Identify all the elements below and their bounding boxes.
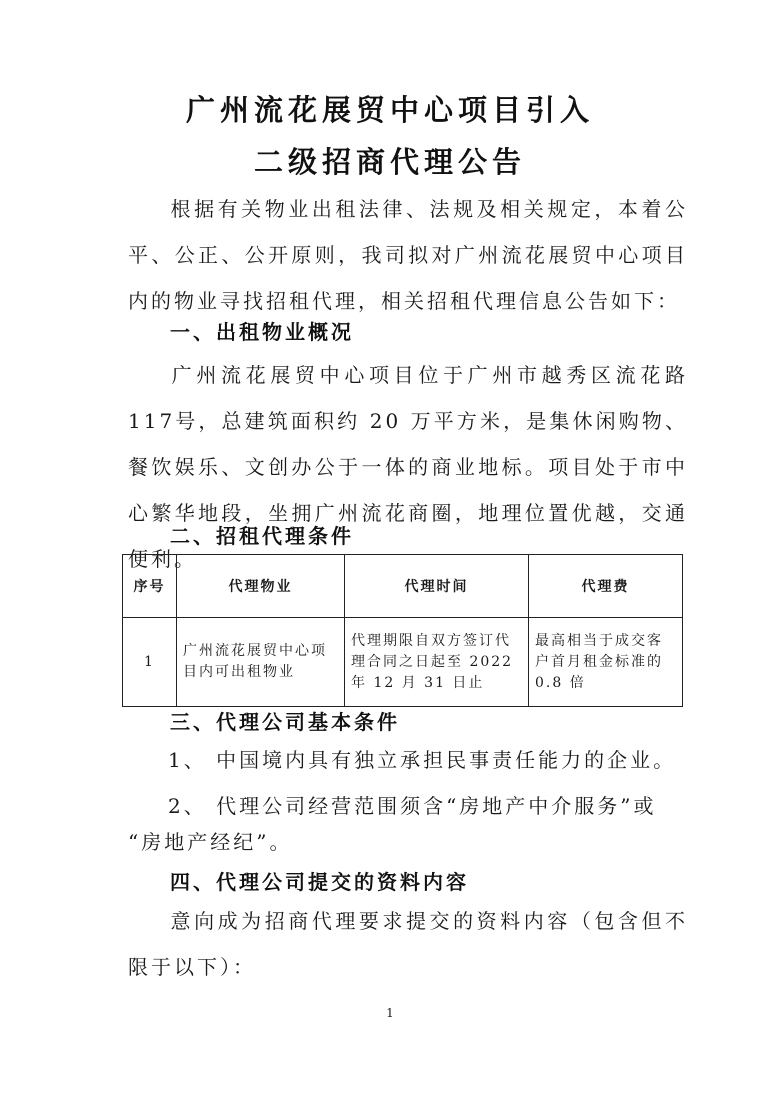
table-header-cell: 代理时间 bbox=[345, 555, 529, 618]
intro-paragraph bbox=[128, 186, 688, 324]
table-header-row bbox=[123, 555, 683, 618]
section3-item2-line2: “房地产经纪”。 bbox=[128, 830, 293, 854]
table-cell: 广州流花展贸中心项目内可出租物业 bbox=[177, 618, 345, 707]
agency-conditions-table bbox=[122, 554, 683, 707]
section2-heading: 二、招租代理条件 bbox=[170, 524, 354, 548]
section4-heading: 四、代理公司提交的资料内容 bbox=[170, 870, 469, 894]
section3-heading: 三、代理公司基本条件 bbox=[170, 710, 400, 734]
intro-text: 根据有关物业出租法律、法规及相关规定，本着公平、公正、公开原则，我司拟对广州流花展贸中心项目内的物业寻找招租代理，相关招租代理信息公告如下： bbox=[128, 197, 688, 313]
table-cell: 最高相当于成交客户首月租金标准的 0.8 倍 bbox=[529, 618, 683, 707]
table-header-cell: 代理物业 bbox=[177, 555, 345, 618]
document-title-line2: 二级招商代理公告 bbox=[253, 145, 526, 179]
section1-heading: 一、出租物业概况 bbox=[170, 320, 354, 344]
table-header-cell: 代理费 bbox=[529, 555, 683, 618]
document-title-line1: 广州流花展贸中心项目引入 bbox=[185, 93, 594, 127]
section4-paragraph bbox=[128, 898, 688, 990]
section3-item1: 1、 中国境内具有独立承担民事责任能力的企业。 bbox=[168, 748, 677, 772]
table-cell: 1 bbox=[123, 618, 177, 707]
section3-item2-line1: 2、 代理公司经营范围须含“房地产中介服务”或 bbox=[168, 794, 657, 818]
page-number: 1 bbox=[386, 1006, 394, 1020]
table-row bbox=[123, 618, 683, 707]
table-cell: 代理期限自双方签订代理合同之日起至 2022 年 12 月 31 日止 bbox=[345, 618, 529, 707]
section4-text: 意向成为招商代理要求提交的资料内容（包含但不限于以下）： bbox=[128, 909, 688, 979]
section1-text: 广州流花展贸中心项目位于广州市越秀区流花路117号，总建筑面积约 20 万平方米，是集休闲购物、餐饮娱乐、文创办公于一体的商业地标。项目处于市中心繁华地段，坐拥广州流花商圈，地理位置优越，交通便利。 bbox=[128, 363, 688, 571]
table-header-cell: 序号 bbox=[123, 555, 177, 618]
